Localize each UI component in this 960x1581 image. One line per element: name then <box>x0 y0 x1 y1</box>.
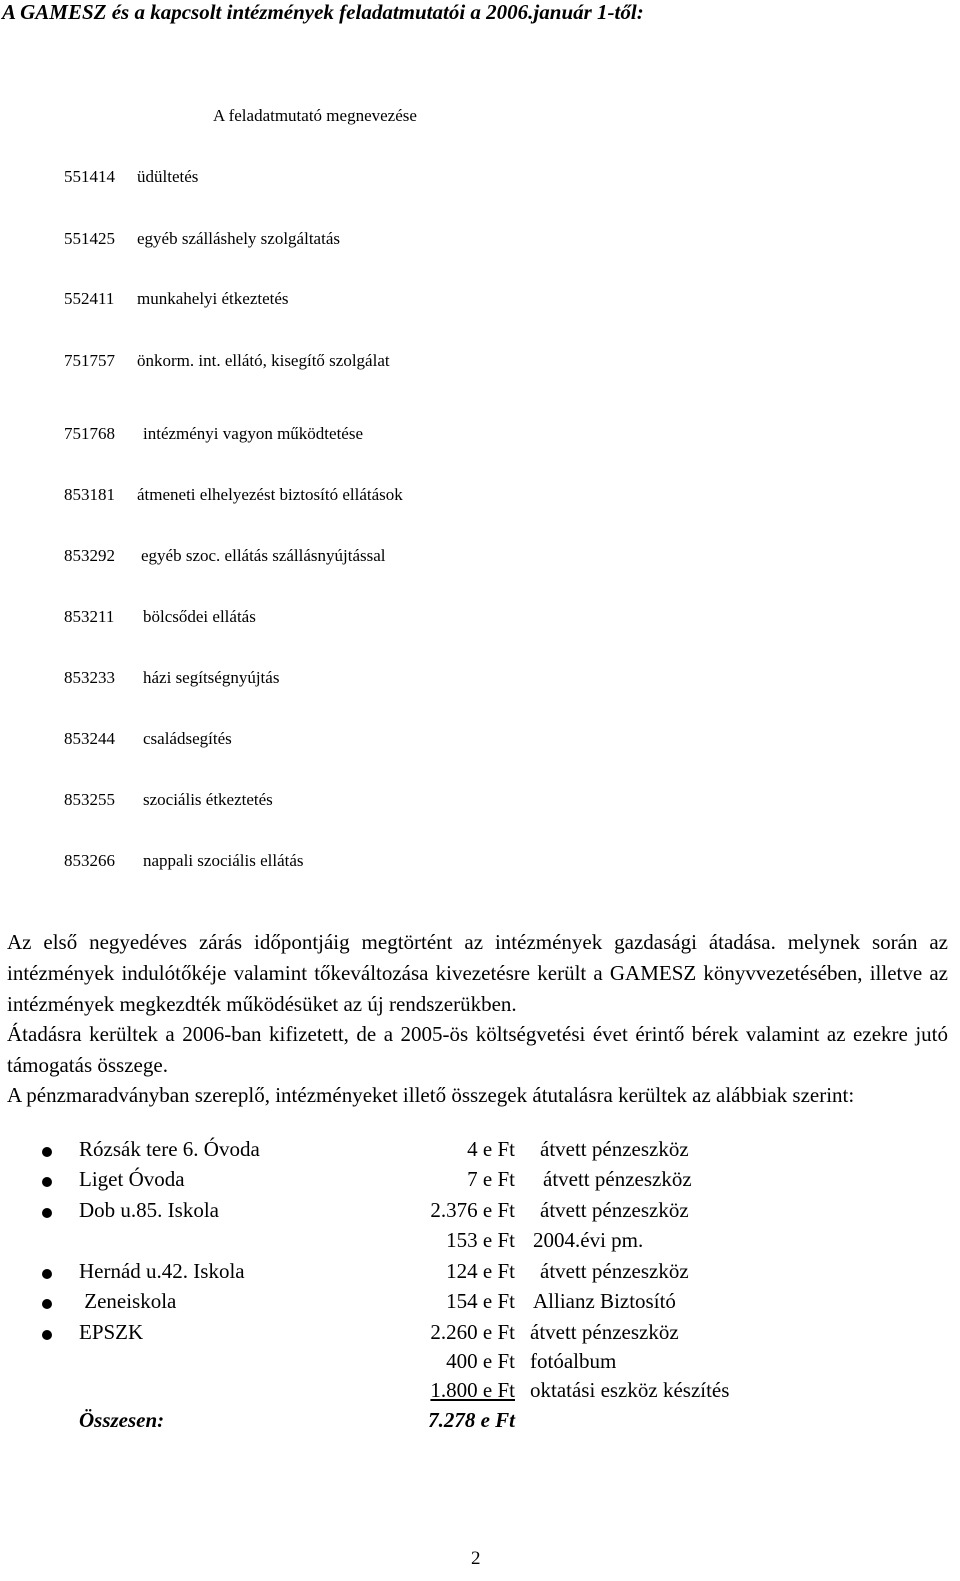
list-item <box>0 1137 960 1167</box>
description: átvett pénzeszköz <box>540 1198 689 1222</box>
list-item <box>0 1167 960 1197</box>
paragraph: Átadásra kerültek a 2006-ban kifizetett, de a 2005-ös költségvetési évet érintő bérek valamint az ezekre jutó támogatás összege. <box>7 1022 948 1077</box>
bullet-icon <box>42 1330 52 1340</box>
amount: 4 e Ft <box>467 1137 515 1161</box>
total-row <box>0 1408 960 1438</box>
list-item <box>64 351 390 371</box>
total-amount: 7.278 e Ft <box>428 1408 515 1432</box>
amount: 124 e Ft <box>446 1259 515 1283</box>
description: átvett pénzeszköz <box>530 1320 679 1344</box>
task-name: házi segítségnyújtás <box>143 668 280 687</box>
description: fotóalbum <box>530 1349 617 1373</box>
list-item <box>64 729 232 749</box>
amount: 2.376 e Ft <box>430 1198 515 1222</box>
task-code: 853266 <box>64 851 115 870</box>
task-name: családsegítés <box>143 729 232 748</box>
amount: 154 e Ft <box>446 1289 515 1313</box>
list-item <box>0 1320 960 1350</box>
task-code: 853292 <box>64 546 115 565</box>
task-name: átmeneti elhelyezést biztosító ellátások <box>137 485 403 504</box>
page-number: 2 <box>471 1548 481 1569</box>
task-name: üdültetés <box>137 167 199 186</box>
bullet-icon <box>42 1208 52 1218</box>
task-name: nappali szociális ellátás <box>143 851 304 870</box>
task-code: 751757 <box>64 351 115 370</box>
list-item <box>64 790 273 810</box>
bullet-icon <box>42 1147 52 1157</box>
table-header: A feladatmutató megnevezése <box>213 106 417 125</box>
task-name: szociális étkeztetés <box>143 790 273 809</box>
list-item <box>64 229 340 249</box>
amount: 153 e Ft <box>446 1228 515 1252</box>
task-code: 751768 <box>64 424 115 443</box>
paragraph: Az első negyedéves zárás időpontjáig megtörtént az intézmények gazdasági átadása. melynek során az intézmények indulótőkéje valamint tőkeváltozása kivezetésre került a GAMESZ könyvvezetésében, illetve az intézmények megkezdték működésüket az új rendszerükben. <box>7 930 948 1016</box>
description: átvett pénzeszköz <box>540 1137 689 1161</box>
list-item <box>0 1349 960 1379</box>
task-code: 853211 <box>64 607 115 626</box>
task-name: önkorm. int. ellátó, kisegítő szolgálat <box>137 351 390 370</box>
bullet-icon <box>42 1177 52 1187</box>
task-name: egyéb szálláshely szolgáltatás <box>137 229 340 248</box>
task-name: bölcsődei ellátás <box>143 607 256 626</box>
task-code: 853244 <box>64 729 115 748</box>
list-item <box>64 485 403 505</box>
institution-name: Rózsák tere 6. Óvoda <box>79 1137 260 1161</box>
list-item <box>0 1289 960 1319</box>
bullet-icon <box>42 1299 52 1309</box>
description: 2004.évi pm. <box>533 1228 644 1252</box>
institution-name: Liget Óvoda <box>79 1167 185 1191</box>
list-item <box>64 289 289 309</box>
task-code: 551425 <box>64 229 115 248</box>
description: átvett pénzeszköz <box>540 1259 689 1283</box>
description: oktatási eszköz készítés <box>530 1378 730 1402</box>
task-code: 552411 <box>64 289 115 308</box>
amount: 7 e Ft <box>467 1167 515 1191</box>
task-code: 853181 <box>64 485 115 504</box>
list-item <box>64 668 280 688</box>
paragraph: A pénzmaradványban szereplő, intézményeket illető összegek átutalásra kerültek az alábbiak szerint: <box>7 1083 855 1107</box>
institution-name: Hernád u.42. Iskola <box>79 1259 245 1283</box>
amount: 1.800 e Ft <box>430 1378 515 1402</box>
list-item <box>64 607 256 627</box>
institution-name: Zeneiskola <box>79 1289 177 1313</box>
page-title: A GAMESZ és a kapcsolt intézmények feladatmutatói a 2006.január 1-től: <box>2 0 644 24</box>
bullet-icon <box>42 1269 52 1279</box>
institution-name: Dob u.85. Iskola <box>79 1198 219 1222</box>
task-code: 551414 <box>64 167 115 186</box>
list-item <box>64 167 199 187</box>
task-code: 853233 <box>64 668 115 687</box>
list-item <box>0 1378 960 1408</box>
list-item <box>0 1198 960 1228</box>
list-item <box>0 1259 960 1289</box>
task-code: 853255 <box>64 790 115 809</box>
description: átvett pénzeszköz <box>543 1167 692 1191</box>
task-name: intézményi vagyon működtetése <box>143 424 363 443</box>
list-item <box>0 1228 960 1258</box>
amount: 2.260 e Ft <box>430 1320 515 1344</box>
total-label: Összesen: <box>79 1408 165 1432</box>
amount: 400 e Ft <box>446 1349 515 1373</box>
task-name: munkahelyi étkeztetés <box>137 289 289 308</box>
institution-name: EPSZK <box>79 1320 144 1344</box>
list-item <box>64 424 363 444</box>
description: Allianz Biztosító <box>533 1289 676 1313</box>
list-item <box>64 851 304 871</box>
task-name: egyéb szoc. ellátás szállásnyújtással <box>141 546 386 565</box>
list-item <box>64 546 386 566</box>
